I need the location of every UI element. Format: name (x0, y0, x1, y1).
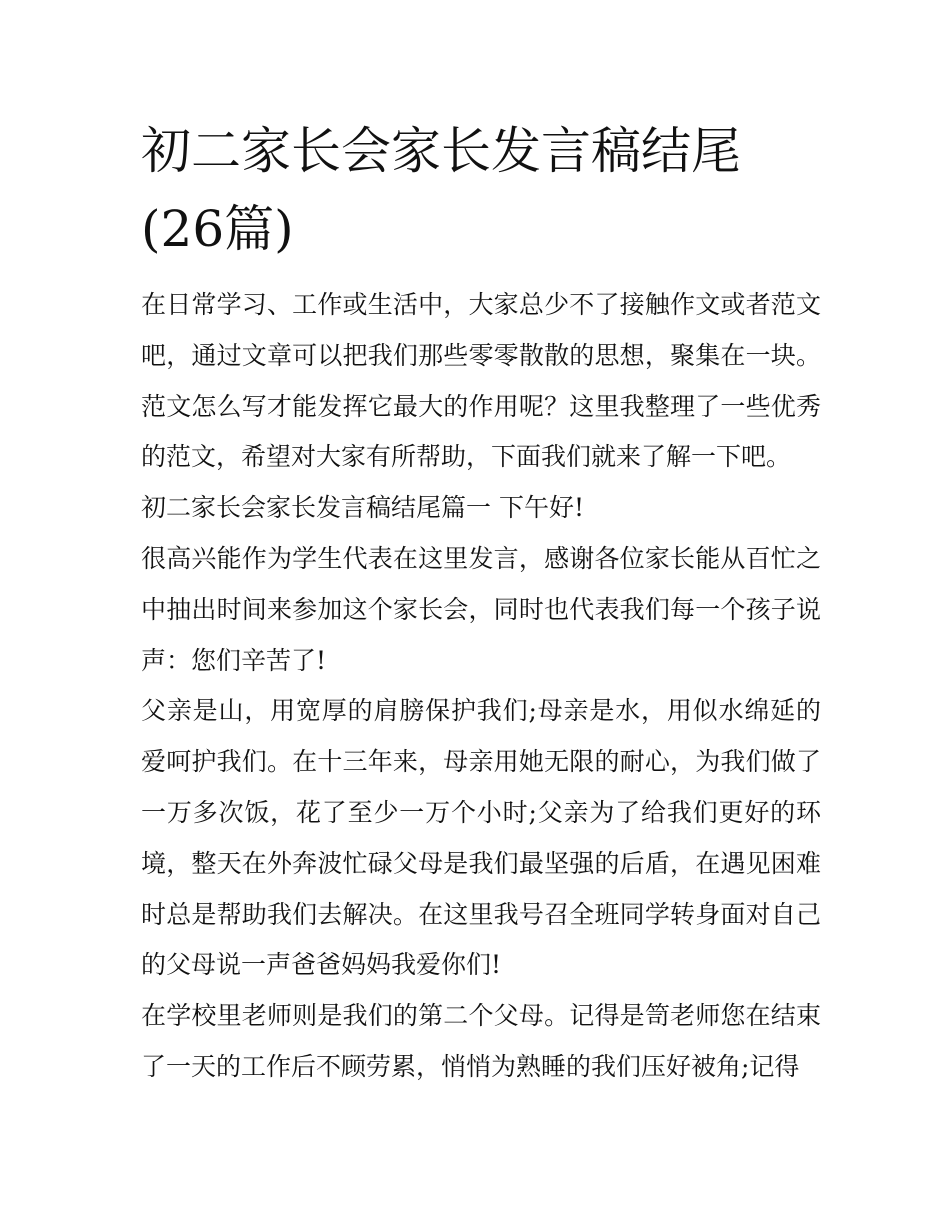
document-body (141, 280, 821, 1093)
body-paragraph: 在学校里老师则是我们的第二个父母。记得是笥老师您在结束了一天的工作后不顾劳累，悄悄为熟睡的我们压好被角;记得 (141, 1001, 821, 1081)
section-heading-paragraph: 初二家长会家长发言稿结尾篇一 下午好! (141, 493, 584, 523)
document-title: 初二家长会家长发言稿结尾(26篇) (141, 122, 741, 258)
body-paragraph: 父亲是山，用宽厚的肩膀保护我们;母亲是水，用似水绵延的爱呵护我们。在十三年来，母亲用她无限的耐心，为我们做了一万多次饭，花了至少一万个小时;父亲为了给我们更好的环境，整天在外奔波忙碌父母是我们最坚强的后盾，在遇见困难时总是帮助我们去解决。在这里我号召全班同学转身面对自己的父母说一声爸爸妈妈我爱你们! (141, 696, 821, 980)
body-paragraph: 很高兴能作为学生代表在这里发言，感谢各位家长能从百忙之中抽出时间来参加这个家长会，同时也代表我们每一个孩子说声：您们辛苦了! (141, 543, 821, 675)
intro-paragraph: 在日常学习、工作或生活中，大家总少不了接触作文或者范文吧，通过文章可以把我们那些零零散散的思想，聚集在一块。范文怎么写才能发挥它最大的作用呢？这里我整理了一些优秀的范文，希望对大家有所帮助，下面我们就来了解一下吧。 (141, 290, 821, 472)
